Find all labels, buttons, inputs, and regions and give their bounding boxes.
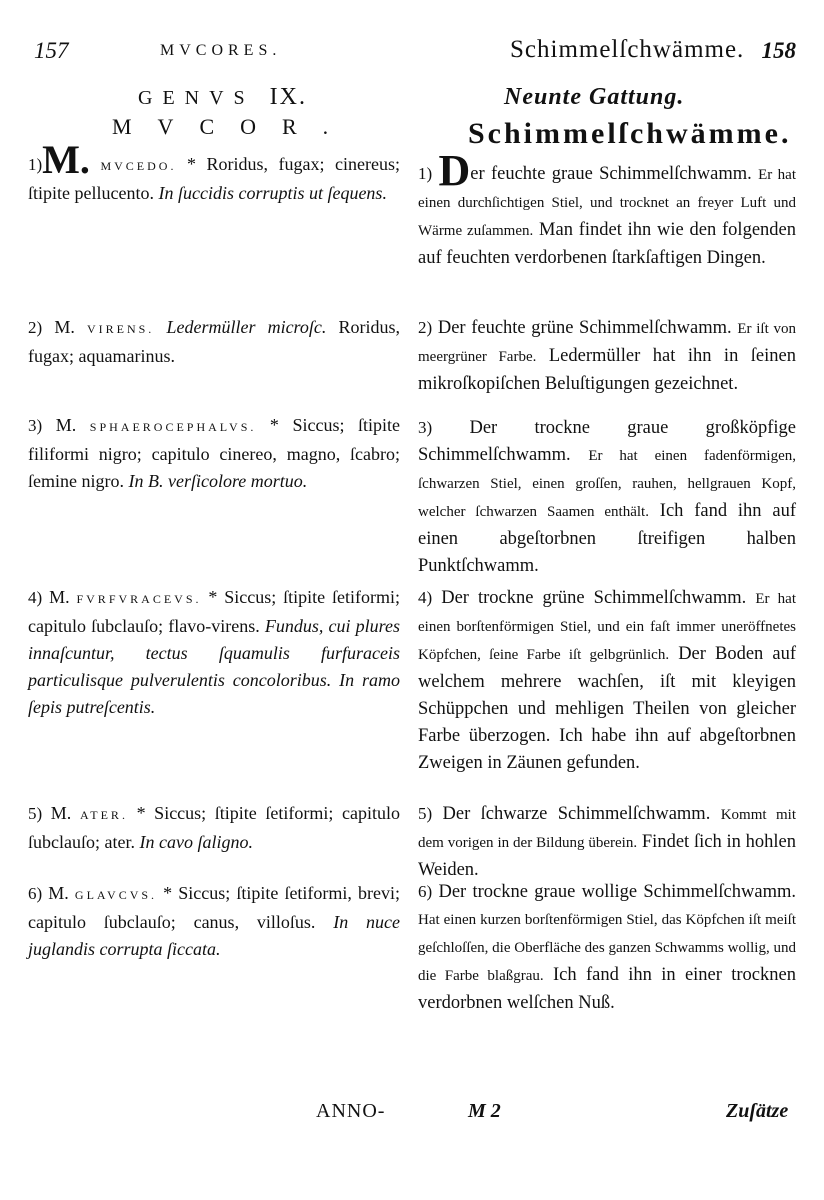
right-genus-name: Schimmelſchwämme. xyxy=(468,117,792,150)
german-entry-4: 4) Der trockne grüne Schimmelſchwamm. Er hat einen borſtenförmigen Stiel, und ein faſt immer uneröffnetes Köpfchen, ſeine Farbe iſt gelbgrünlich. Der Boden auf welchem mehrere wachſen, iſt mit kleyigen Schüppchen und mehligen Theilen von gleicher Farbe überzogen. Ich habe ihn auf abgeſtorbnen Zweigen in Zäunen gefunden. xyxy=(418,588,797,773)
right-page xyxy=(418,0,796,1200)
left-page-number: 157 xyxy=(34,38,69,63)
latin-entry-5: 5) M. ATER. * Siccus; ſtipite ſetiformi; capitulo ſubclauſo; ater. In cavo ſaligno. xyxy=(28,803,400,852)
latin-entry-1: 1)M. MVCEDO. * Roridus, fugax; cinereus; ſtipite pellucento. In ſuccidis corruptis ut ſequens. xyxy=(28,137,400,203)
signature-mark: M 2 xyxy=(468,1100,501,1122)
genus-name: MVCOR. xyxy=(112,114,355,139)
right-catchword: Zuſätze xyxy=(726,1100,789,1122)
german-entry-2: 2) Der feuchte grüne Schimmelſchwamm. Er iſt von meergrüner Farbe. Ledermüller hat ihn in ſeinen mikroſkopiſchen Beluſtigungen gezeichnet. xyxy=(418,318,797,394)
german-entry-3: 3) Der trockne graue großköpfige Schimmelſchwamm. Er hat einen fadenförmigen, ſchwarzen Stiel, einen groſſen, rauhen, hellgrauen Kopf, welcher ſchwarzen Saamen enthält. Ich fand ihn auf einen abgeſtorbnen ſtreifigen halben Punktſchwamm. xyxy=(418,418,796,576)
left-catchword: ANNO- xyxy=(316,1100,386,1122)
latin-entry-6: 6) M. GLAVCVS. * Siccus; ſtipite ſetiformi, brevi; capitulo ſubclauſo; canus, villoſus. In nuce juglandis corrupta ſiccata. xyxy=(28,883,401,959)
right-page-number: 158 xyxy=(761,38,796,63)
german-entry-6: 6) Der trockne graue wollige Schimmelſchwamm. Hat einen kurzen borſtenförmigen Stiel, das Köpfchen iſt meiſt geſchloſſen, die Oberfläche des ganzen Schwamms wollig, und die Farbe blaßgrau. Ich fand ihn in einer trocknen verdorbnen welſchen Nuß. xyxy=(418,882,796,1013)
latin-entry-3: 3) M. SPHAEROCEPHALVS. * Siccus; ſtipite filiformi nigro; capitulo cinereo, magno, ſcabro; ſemine nigro. In B. verſicolore mortuo. xyxy=(28,415,400,491)
genus-label: GENVS xyxy=(138,87,255,109)
genus-number: IX. xyxy=(269,84,307,110)
right-genus-heading: Neunte Gattung. xyxy=(504,84,685,110)
right-running-head: Schimmelſchwämme. xyxy=(510,36,745,63)
german-entry-5: 5) Der ſchwarze Schimmelſchwamm. Kommt mit dem vorigen in der Bildung überein. Findet ſich in hohlen Weiden. xyxy=(418,804,797,880)
german-entry-1: 1) Der feuchte graue Schimmelſchwamm. Er hat einen durchſichtigen Stiel, und trocknet an freyer Luft und Wärme zuſammen. Man findet ihn wie den folgenden auf feuchten verdorbenen ſtarkſaftigen Dingen. xyxy=(418,146,797,268)
left-page xyxy=(28,0,400,1200)
genus-heading xyxy=(138,84,307,111)
latin-entry-4: 4) M. FVRFVRACEVS. * Siccus; ſtipite ſetiformi; capitulo ſubclauſo; flavo-virens. Fundus, cui plures innaſcuntur, tectus ſquamulis furfuraceis particulisque pulverulentis concoloribus. In ramo ſepis putreſcentis. xyxy=(28,587,401,717)
left-running-head: MVCORES. xyxy=(160,42,282,59)
latin-entry-2: 2) M. VIRENS. Ledermüller microſc. Roridus, fugax; aquamarinus. xyxy=(28,317,401,366)
